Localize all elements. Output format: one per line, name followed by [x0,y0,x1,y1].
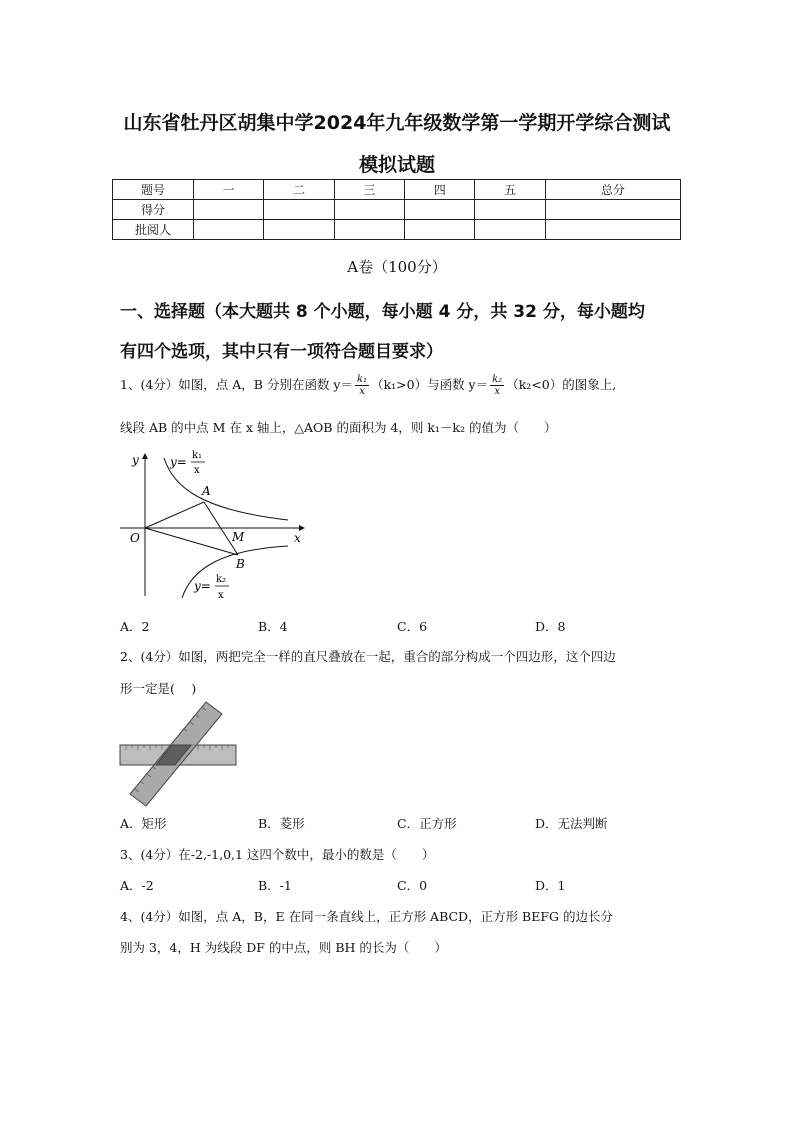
score-header-cell: 四 [405,180,475,200]
grader-cell[interactable] [194,220,264,240]
q2-rulers-figure [118,700,240,810]
section1-heading-line1: 一、选择题（本大题共 8 个小题，每小题 4 分，共 32 分，每小题均 [120,302,645,322]
section1-heading-line2: 有四个选项，其中只有一项符合题目要求） [120,342,443,362]
q1-hyperbola-figure [112,448,312,608]
score-cell[interactable] [405,200,475,220]
q2-line2: 形一定是( ) [120,681,197,696]
q1-fraction-2 [490,374,504,397]
score-header-cell: 总分 [545,180,680,200]
grader-row [113,220,681,240]
q1-line2: 线段 AB 的中点 M 在 x 轴上，△AOB 的面积为 4，则 k₁－k₂ 的值为（ ） [120,420,557,435]
score-header-cell: 二 [264,180,334,200]
q1-option-d[interactable]: D．8 [535,619,566,634]
q1-line1 [120,374,616,397]
score-cell[interactable] [194,200,264,220]
score-header-cell: 三 [334,180,404,200]
score-table [112,179,681,240]
q2-option-a[interactable]: A．矩形 [120,816,167,831]
exam-title-line1: 山东省牡丹区胡集中学2024年九年级数学第一学期开学综合测试 [123,112,671,134]
q1-text-mid: （k₁>0）与函数 y＝ [371,377,489,392]
q1-frac2-den: x [494,386,500,397]
q4-line1: 4、(4分）如图，点 A，B，E 在同一条直线上，正方形 ABCD，正方形 BEFG 的边长分 [120,909,613,924]
q1-text-suffix: （k₂<0）的图象上, [506,377,617,392]
score-header-cell: 五 [475,180,545,200]
score-cell[interactable] [545,200,680,220]
q2-option-c[interactable]: C．正方形 [397,816,457,831]
grader-cell[interactable] [334,220,404,240]
grader-row-label: 批阅人 [113,220,194,240]
segment-oa [145,502,204,528]
x-axis-label: x [294,531,301,545]
q1-fraction-1 [355,374,369,397]
point-b-label: B [236,557,245,571]
q2-option-d[interactable]: D．无法判断 [535,816,608,831]
curve1-label: y= [170,455,187,469]
score-cell[interactable] [264,200,334,220]
q1-frac1-den: x [359,386,365,397]
curve2-label: y= [194,579,211,593]
q2-option-b[interactable]: B．菱形 [258,816,305,831]
q1-option-c[interactable]: C．6 [397,619,428,634]
curve1-num: k₁ [192,450,203,461]
score-row [113,200,681,220]
q2-line1: 2、(4分）如图，两把完全一样的直尺叠放在一起，重合的部分构成一个四边形，这个四边 [120,649,616,664]
score-row-label: 得分 [113,200,194,220]
origin-label: O [130,531,140,545]
point-m-label: M [232,530,245,544]
score-table-header-row [113,180,681,200]
grader-cell[interactable] [475,220,545,240]
q4-line2: 别为 3，4，H 为线段 DF 的中点，则 BH 的长为（ ） [120,940,447,955]
grader-cell[interactable] [264,220,334,240]
q1-text-prefix: 1、(4分）如图，点 A，B 分别在函数 y＝ [120,377,353,392]
exam-title-line2: 模拟试题 [358,154,435,176]
y-axis-label: y [132,453,139,467]
point-a-label: A [202,484,211,498]
score-header-cell: 题号 [113,180,194,200]
q3-option-d[interactable]: D．1 [535,878,566,893]
q1-option-a[interactable]: A．2 [120,619,150,634]
volume-heading: A卷（100分） [347,258,447,276]
q1-frac2-num: k₂ [492,374,503,385]
score-cell[interactable] [475,200,545,220]
q3-option-b[interactable]: B．-1 [258,878,292,893]
curve2-den: x [218,590,224,601]
segment-ob [145,528,238,555]
q1-frac1-num: k₁ [356,374,368,385]
q1-option-b[interactable]: B．4 [258,619,288,634]
score-cell[interactable] [334,200,404,220]
grader-cell[interactable] [545,220,680,240]
grader-cell[interactable] [405,220,475,240]
curve2-num: k₂ [216,574,227,585]
q3-option-a[interactable]: A．-2 [120,878,154,893]
curve1-den: x [194,465,200,476]
q3-option-c[interactable]: C．0 [397,878,428,893]
q3-line1: 3、(4分）在-2,-1,0,1 这四个数中，最小的数是（ ） [120,847,435,862]
score-header-cell: 一 [194,180,264,200]
